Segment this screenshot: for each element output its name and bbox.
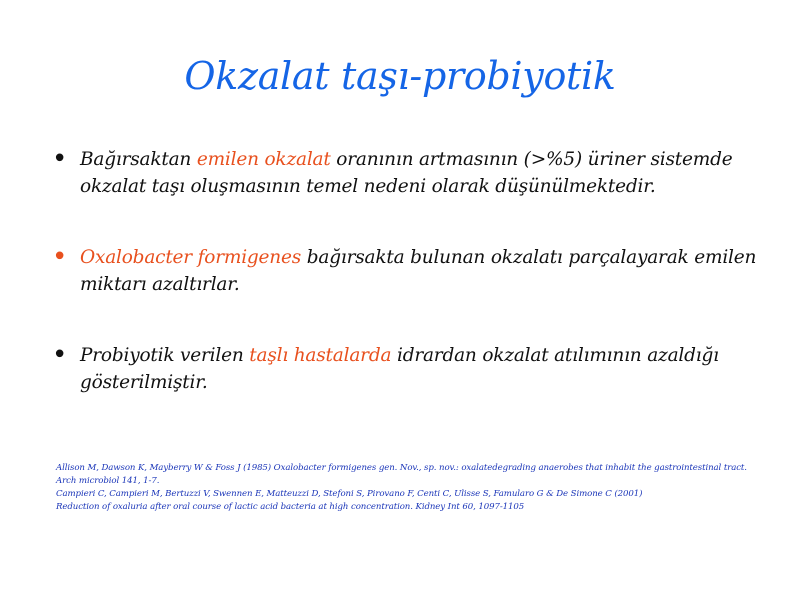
bullet-text: [80, 345, 719, 393]
bullet-item: [50, 342, 770, 396]
text-segment: Probiyotik verilen: [80, 345, 250, 366]
bullet-item: [50, 146, 770, 200]
slide-title: Okzalat taşı-probiyotik: [184, 54, 616, 98]
bullet-item: [50, 244, 770, 298]
highlighted-text-segment: Oxalobacter formigenes: [80, 247, 302, 268]
text-segment: oranının artmasının (>%5) üriner sistemde okzalat taşı oluşmasının temel nedeni olarak düşünülmektedir.: [80, 149, 733, 197]
reference-line: Allison M, Dawson K, Mayberry W & Foss J (1985) Oxalobacter formigenes gen. Nov., sp. nov.: oxalatedegrading anaerobes that inhabit the gastrointestinal tract. Arch microbiol 141, 1-7.: [56, 463, 747, 486]
bullet-text: [80, 149, 733, 197]
text-segment: idrardan okzalat atılımının azaldığı gösterilmiştir.: [80, 345, 719, 393]
bullet-list: [50, 146, 770, 440]
text-segment: Bağırsaktan: [80, 149, 197, 170]
references: [56, 462, 766, 514]
text-segment: bağırsakta bulunan okzalatı parçalayarak emilen miktarı azaltırlar.: [80, 247, 757, 295]
highlighted-text-segment: taşlı hastalarda: [249, 345, 392, 366]
highlighted-text-segment: emilen okzalat: [196, 149, 331, 170]
bullet-dot-icon: •: [52, 340, 68, 370]
bullet-text: [80, 247, 756, 295]
bullet-dot-icon: •: [52, 144, 68, 174]
bullet-dot-icon: •: [52, 242, 68, 272]
reference-line: Reduction of oxaluria after oral course of lactic acid bacteria at high concentration. Kidney Int 60, 1097-1105: [56, 502, 525, 512]
reference-line: Campieri C, Campieri M, Bertuzzi V, Swennen E, Matteuzzi D, Stefoni S, Pirovano F, Centi C, Ulisse S, Famularo G & De Simone C (2001): [56, 489, 643, 499]
